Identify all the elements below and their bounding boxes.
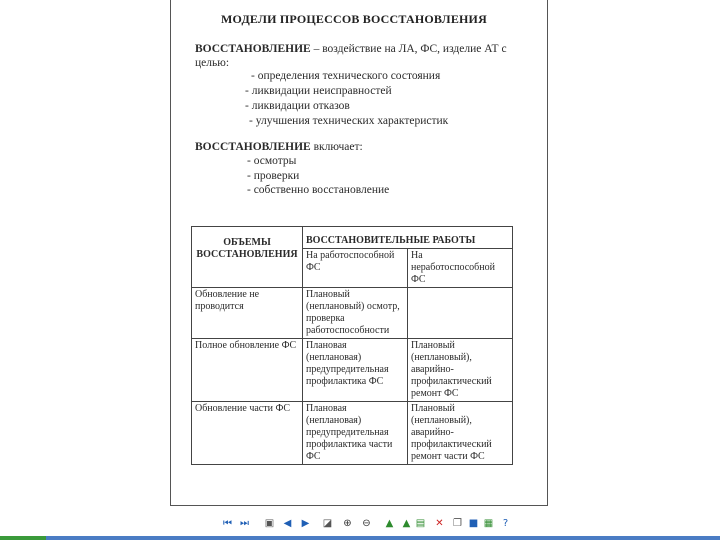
select-icon[interactable]: ◪ — [322, 518, 333, 529]
table-header-volume: ОБЪЕМЫ ВОССТАНОВЛЕНИЯ — [192, 227, 303, 288]
table-subheader-nonworking: На неработоспособной ФС — [408, 249, 513, 288]
list-item: - определения технического состояния — [251, 70, 441, 82]
restoration-includes-lead: ВОССТАНОВЛЕНИЕ — [195, 141, 311, 153]
start-strip — [0, 536, 46, 540]
table-cell: Плановая (неплановая) предупредительная профилактика части ФС — [303, 402, 408, 465]
list-item: - ликвидации отказов — [245, 100, 350, 112]
page-title: МОДЕЛИ ПРОЦЕССОВ ВОССТАНОВЛЕНИЯ — [221, 12, 487, 26]
table-cell: Плановый (неплановый), аварийно-профилактический ремонт части ФС — [408, 402, 513, 465]
help-icon[interactable]: ? — [502, 518, 509, 529]
table-header-works: ВОССТАНОВИТЕЛЬНЫЕ РАБОТЫ — [303, 227, 513, 249]
last-page-icon[interactable]: ⏭ — [240, 518, 249, 529]
table-row — [192, 339, 513, 402]
viewer-toolbar — [0, 508, 720, 536]
list-item: - осмотры — [247, 155, 297, 167]
first-page-icon[interactable]: ⏮ — [223, 518, 232, 529]
save-icon[interactable]: ■ — [468, 518, 479, 529]
fit-page-icon[interactable]: ▣ — [264, 518, 275, 529]
zoom-out-icon[interactable]: ⊖ — [362, 518, 371, 529]
restoration-lead: ВОССТАНОВЛЕНИЕ — [195, 43, 311, 55]
list-item: - проверки — [247, 170, 300, 182]
table-subheader-working: На работоспособной ФС — [303, 249, 408, 288]
zoom-in-icon[interactable]: ⊕ — [343, 518, 352, 529]
restoration-def-text: – воздействие на ЛА, ФС, изделие АТ с целью: — [195, 43, 507, 69]
image-icon[interactable]: ▲ — [385, 518, 394, 529]
delete-icon[interactable]: ✕ — [435, 518, 444, 529]
back-icon[interactable]: ◀ — [283, 518, 292, 529]
thumbnail-icon[interactable]: ▲ — [402, 518, 411, 529]
table-cell: Обновление не проводится — [192, 288, 303, 339]
list-item: - улучшения технических характеристик — [249, 115, 449, 127]
table-cell: Плановый (неплановый), аварийно-профилактический ремонт ФС — [408, 339, 513, 402]
forward-icon[interactable]: ▶ — [301, 518, 310, 529]
copy-icon[interactable]: ❐ — [453, 518, 462, 529]
edit-icon[interactable]: ▦ — [483, 518, 494, 529]
table-cell — [408, 288, 513, 339]
table-cell: Полное обновление ФС — [192, 339, 303, 402]
restoration-definition — [195, 42, 515, 70]
list-item: - ликвидации неисправностей — [245, 85, 392, 97]
list-item: - собственно восстановление — [247, 184, 390, 196]
restoration-includes-text: включает: — [310, 141, 363, 153]
document-page — [170, 0, 548, 506]
taskbar-strip — [0, 536, 720, 540]
table-row — [192, 402, 513, 465]
restoration-includes — [195, 140, 515, 154]
table-cell: Обновление части ФС — [192, 402, 303, 465]
slideshow-icon[interactable]: ▤ — [415, 518, 426, 529]
restoration-table — [191, 226, 513, 465]
table-row — [192, 288, 513, 339]
table-cell: Плановая (неплановая) предупредительная профилактика ФС — [303, 339, 408, 402]
table-cell: Плановый (неплановый) осмотр, проверка работоспособности — [303, 288, 408, 339]
